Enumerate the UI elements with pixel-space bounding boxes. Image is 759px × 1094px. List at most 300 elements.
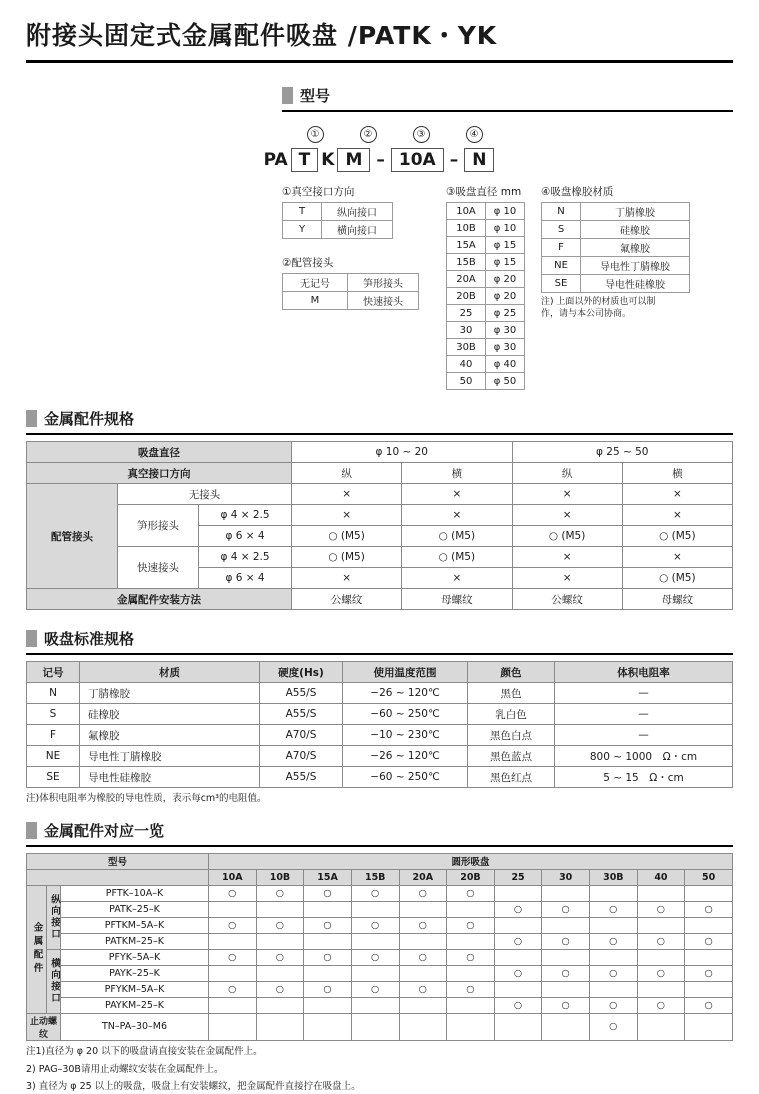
mark: ○	[637, 901, 685, 917]
legend-desc: 纵向接口	[322, 203, 393, 221]
size-header: 20B	[447, 869, 495, 885]
model-heading-divider	[282, 110, 733, 112]
cell-code: S	[27, 704, 80, 725]
legend-code: M	[283, 292, 348, 310]
cell-material: 丁腈橡胶	[80, 683, 260, 704]
row-label: 真空接口方向	[27, 463, 292, 484]
mark	[590, 949, 638, 965]
mark	[542, 981, 590, 997]
column-header: 使用温度范围	[343, 662, 468, 683]
metal-spec-section	[0, 408, 759, 610]
table-row	[447, 220, 525, 237]
row-label: φ 6 × 4	[199, 526, 292, 547]
model-code-box-1: T	[291, 148, 319, 172]
circle-marker-1: ①	[307, 126, 324, 143]
legend-title-1: ①真空接口方向	[282, 186, 355, 198]
cell-hardness: A55/S	[260, 767, 343, 788]
mark: ○	[256, 981, 304, 997]
mark: ○	[447, 981, 495, 997]
mark: ○	[304, 981, 352, 997]
legend-code: 40	[447, 356, 486, 373]
mark: ○	[399, 949, 447, 965]
cell: ×	[402, 505, 512, 526]
sub-label: 快速接头	[118, 547, 199, 589]
legend-note-4: 注) 上面以外的材质也可以制作，请与本公司协商。	[541, 297, 656, 319]
legend-desc: 硅橡胶	[581, 221, 690, 239]
size-header: 15A	[304, 869, 352, 885]
legend-code: 20A	[447, 271, 486, 288]
model-heading-text: 型号	[300, 87, 331, 105]
mark: ○	[399, 981, 447, 997]
direction-label-horizontal: 横向接口	[47, 949, 61, 1013]
model-code-box-3: 10A	[391, 148, 444, 172]
legend-desc: 氟橡胶	[581, 239, 690, 257]
mark: ○	[542, 933, 590, 949]
mark: ○	[209, 949, 257, 965]
legend-desc: φ 20	[486, 271, 525, 288]
model-code-row	[0, 148, 759, 172]
legend-code: 15A	[447, 237, 486, 254]
legend-title-4: ④吸盘橡胶材质	[541, 186, 614, 198]
column-header: 硬度(Hs)	[260, 662, 343, 683]
size-header: 40	[637, 869, 685, 885]
table-row	[27, 949, 733, 965]
mark	[447, 933, 495, 949]
table-row	[27, 1013, 733, 1040]
cell-resist: —	[555, 683, 733, 704]
table-row	[283, 274, 419, 292]
cell-hardness: A70/S	[260, 725, 343, 746]
mark	[590, 917, 638, 933]
legend-code: N	[542, 203, 581, 221]
model-name: PFYK–5A–K	[61, 949, 209, 965]
row-label: 吸盘直径	[27, 442, 292, 463]
legend-desc: φ 30	[486, 339, 525, 356]
mark	[304, 965, 352, 981]
metal-spec-table	[26, 441, 733, 610]
table-row	[27, 725, 733, 746]
mark: ○	[351, 981, 399, 997]
mark	[209, 901, 257, 917]
cell-material: 氟橡胶	[80, 725, 260, 746]
cell-color: 黑色	[468, 683, 555, 704]
size-header: 10A	[209, 869, 257, 885]
legend-code: NE	[542, 257, 581, 275]
mark: ○	[685, 997, 733, 1013]
page-title: 附接头固定式金属配件吸盘 /PATK・YK	[26, 21, 498, 50]
mark	[685, 1013, 733, 1040]
legend-code: T	[283, 203, 322, 221]
cell: ×	[402, 484, 512, 505]
cell: 母螺纹	[622, 589, 732, 610]
mark: ○	[209, 885, 257, 901]
metal-spec-heading	[26, 408, 759, 429]
cell: ×	[622, 547, 732, 568]
mark: ○	[637, 933, 685, 949]
cell: ×	[512, 568, 622, 589]
row-label: 无接头	[118, 484, 292, 505]
model-circle-row	[0, 126, 759, 143]
mark	[494, 917, 542, 933]
direction-label-vertical: 纵向接口	[47, 885, 61, 949]
table-row	[27, 885, 733, 901]
legend-table-2	[282, 273, 419, 310]
legend-title-2: ②配管接头	[282, 257, 334, 269]
table-row	[283, 203, 393, 221]
table-row	[27, 463, 733, 484]
pad-spec-note: 注)体积电阻率为橡胶的导电性质，表示每cm³的电阻值。	[26, 793, 267, 804]
model-name: TN–PA–30–M6	[61, 1013, 209, 1040]
pad-spec-heading-text: 吸盘标准规格	[44, 630, 135, 648]
table-row	[27, 484, 733, 505]
cell-hardness: A55/S	[260, 683, 343, 704]
model-code-box-4: N	[464, 148, 494, 172]
mark: ○	[637, 965, 685, 981]
table-row	[447, 305, 525, 322]
table-row	[27, 981, 733, 997]
mark: ○	[351, 885, 399, 901]
cell: ○ (M5)	[512, 526, 622, 547]
table-row	[447, 271, 525, 288]
mark	[590, 981, 638, 997]
size-header: 20A	[399, 869, 447, 885]
model-name: PAYKM–25–K	[61, 997, 209, 1013]
cell: ×	[512, 484, 622, 505]
model-name: PFYKM–5A–K	[61, 981, 209, 997]
mark	[685, 885, 733, 901]
mark	[304, 997, 352, 1013]
table-row	[27, 997, 733, 1013]
mark	[256, 901, 304, 917]
mark: ○	[685, 933, 733, 949]
cell: ×	[292, 568, 402, 589]
legend-col-3	[446, 184, 525, 390]
cell: φ 25 ~ 50	[512, 442, 733, 463]
cell: ○ (M5)	[292, 547, 402, 568]
cell: 横	[402, 463, 512, 484]
cell-resist: 5 ~ 15 Ω・cm	[555, 767, 733, 788]
table-row	[27, 933, 733, 949]
mark	[256, 965, 304, 981]
mark	[542, 917, 590, 933]
column-header: 体积电阻率	[555, 662, 733, 683]
mark: ○	[590, 1013, 638, 1040]
model-legend-columns	[282, 184, 759, 390]
mark	[304, 933, 352, 949]
legend-code: SE	[542, 275, 581, 293]
mark: ○	[494, 965, 542, 981]
size-header: 30	[542, 869, 590, 885]
cell: ×	[622, 505, 732, 526]
metal-spec-divider	[26, 433, 733, 435]
mark	[637, 885, 685, 901]
cell: 纵	[292, 463, 402, 484]
model-number-section	[0, 85, 759, 390]
table-row	[447, 322, 525, 339]
model-name: PFTK–10A–K	[61, 885, 209, 901]
cell: ○ (M5)	[622, 568, 732, 589]
cell: ○ (M5)	[622, 526, 732, 547]
circle-marker-4: ④	[466, 126, 483, 143]
cell-temp: −26 ~ 120℃	[343, 746, 468, 767]
table-row	[447, 339, 525, 356]
correspondence-heading	[26, 820, 759, 841]
table-row	[542, 221, 690, 239]
column-header: 颜色	[468, 662, 555, 683]
stop-screw-label: 止动螺纹	[27, 1013, 61, 1040]
table-row	[447, 373, 525, 390]
mark	[637, 949, 685, 965]
table-row	[283, 221, 393, 239]
heading-bar-icon	[26, 410, 37, 427]
mark: ○	[637, 997, 685, 1013]
mark: ○	[256, 949, 304, 965]
table-row	[27, 505, 733, 526]
model-name: PFTKM–5A–K	[61, 917, 209, 933]
mark	[590, 885, 638, 901]
mark	[685, 917, 733, 933]
table-header-row	[27, 662, 733, 683]
mark: ○	[494, 901, 542, 917]
mark: ○	[256, 917, 304, 933]
legend-code: 30	[447, 322, 486, 339]
correspondence-heading-text: 金属配件对应一览	[44, 821, 165, 840]
mark	[399, 965, 447, 981]
legend-code: 无记号	[283, 274, 348, 292]
size-header: 15B	[351, 869, 399, 885]
mark: ○	[447, 949, 495, 965]
mark: ○	[542, 901, 590, 917]
size-header: 50	[685, 869, 733, 885]
mark: ○	[209, 981, 257, 997]
model-name: PAYK–25–K	[61, 965, 209, 981]
cell: 横	[622, 463, 732, 484]
mark	[351, 933, 399, 949]
table-row	[27, 901, 733, 917]
legend-col-left	[282, 184, 430, 310]
mark: ○	[685, 901, 733, 917]
legend-desc: φ 10	[486, 220, 525, 237]
size-header: 10B	[256, 869, 304, 885]
correspondence-note-1: 注1)直径为 φ 20 以下的吸盘请直接安装在金属配件上。	[26, 1045, 263, 1057]
legend-desc: φ 10	[486, 203, 525, 220]
mark	[637, 981, 685, 997]
mark: ○	[304, 917, 352, 933]
mark	[399, 1013, 447, 1040]
cell: 纵	[512, 463, 622, 484]
mark	[399, 997, 447, 1013]
pad-spec-table	[26, 661, 733, 788]
cell-temp: −60 ~ 250℃	[343, 704, 468, 725]
mark	[494, 981, 542, 997]
mark	[351, 965, 399, 981]
table-row	[447, 254, 525, 271]
model-name: PATK–25–K	[61, 901, 209, 917]
correspondence-divider	[26, 845, 733, 847]
mark	[209, 965, 257, 981]
table-row	[542, 203, 690, 221]
mark: ○	[209, 917, 257, 933]
mark	[447, 901, 495, 917]
mark	[209, 933, 257, 949]
cell-hardness: A70/S	[260, 746, 343, 767]
cell: ×	[292, 484, 402, 505]
mark: ○	[494, 933, 542, 949]
table-header-row	[27, 853, 733, 869]
table-row	[447, 203, 525, 220]
cell-color: 乳白色	[468, 704, 555, 725]
cell-temp: −26 ~ 120℃	[343, 683, 468, 704]
legend-desc: 丁腈橡胶	[581, 203, 690, 221]
mark: ○	[399, 917, 447, 933]
cell: ○ (M5)	[292, 526, 402, 547]
table-row	[447, 288, 525, 305]
mark	[209, 997, 257, 1013]
mark	[494, 1013, 542, 1040]
cell-code: N	[27, 683, 80, 704]
title-divider	[26, 60, 733, 63]
legend-desc: 导电性丁腈橡胶	[581, 257, 690, 275]
mark	[351, 901, 399, 917]
mark	[447, 997, 495, 1013]
legend-code: F	[542, 239, 581, 257]
model-code-dash-2: –	[449, 150, 459, 170]
legend-desc: φ 15	[486, 254, 525, 271]
mark	[256, 1013, 304, 1040]
mark: ○	[685, 965, 733, 981]
mark	[685, 949, 733, 965]
mark: ○	[542, 997, 590, 1013]
column-header-model: 型号	[27, 853, 209, 869]
cell-material: 硅橡胶	[80, 704, 260, 725]
mark: ○	[590, 997, 638, 1013]
cell: ○ (M5)	[402, 526, 512, 547]
correspondence-note-2: 2) PAG–30B请用止动螺纹安装在金属配件上。	[26, 1063, 224, 1075]
table-row	[27, 589, 733, 610]
legend-code: 25	[447, 305, 486, 322]
cell: 公螺纹	[292, 589, 402, 610]
mark	[399, 933, 447, 949]
cell: 母螺纹	[402, 589, 512, 610]
correspondence-note-3: 3) 直径为 φ 25 以上的吸盘，吸盘上有安装螺纹，把金属配件直接拧在吸盘上。	[26, 1081, 361, 1093]
group-label: 配管接头	[27, 484, 118, 589]
heading-bar-icon	[26, 630, 37, 647]
mark	[304, 901, 352, 917]
metal-spec-heading-text: 金属配件规格	[44, 410, 135, 428]
sub-label: 笋形接头	[118, 505, 199, 547]
cell: ×	[402, 568, 512, 589]
table-row	[27, 746, 733, 767]
cell: ×	[292, 505, 402, 526]
size-header: 25	[494, 869, 542, 885]
mark	[637, 917, 685, 933]
mark	[351, 997, 399, 1013]
row-label: φ 4 × 2.5	[199, 505, 292, 526]
cell-code: F	[27, 725, 80, 746]
legend-table-1	[282, 202, 393, 239]
cell-color: 黑色红点	[468, 767, 555, 788]
legend-title-3: ③吸盘直径 mm	[446, 186, 522, 198]
mark	[542, 885, 590, 901]
mark	[494, 949, 542, 965]
mark	[542, 949, 590, 965]
mark: ○	[494, 997, 542, 1013]
size-header: 30B	[590, 869, 638, 885]
cell-color: 黑色蓝点	[468, 746, 555, 767]
mark	[256, 933, 304, 949]
legend-desc: φ 25	[486, 305, 525, 322]
mark	[447, 965, 495, 981]
cell-material: 导电性丁腈橡胶	[80, 746, 260, 767]
legend-code: 30B	[447, 339, 486, 356]
column-header-blank	[27, 869, 209, 885]
legend-code: 10B	[447, 220, 486, 237]
model-section-heading	[282, 85, 759, 106]
table-row	[27, 442, 733, 463]
mark	[685, 981, 733, 997]
cell: ○ (M5)	[402, 547, 512, 568]
column-header: 记号	[27, 662, 80, 683]
cell: ×	[622, 484, 732, 505]
mark	[542, 1013, 590, 1040]
legend-col-4	[541, 184, 690, 320]
model-code-dash-1: –	[376, 150, 385, 170]
table-row	[27, 547, 733, 568]
legend-code: S	[542, 221, 581, 239]
model-name: PATKM–25–K	[61, 933, 209, 949]
group-label-metal: 金属配件	[27, 885, 47, 1013]
cell-color: 黑色白点	[468, 725, 555, 746]
mark	[447, 1013, 495, 1040]
column-header-group: 圆形吸盘	[209, 853, 733, 869]
mark: ○	[351, 949, 399, 965]
mark: ○	[542, 965, 590, 981]
legend-code: 50	[447, 373, 486, 390]
table-row	[283, 292, 419, 310]
legend-code: Y	[283, 221, 322, 239]
mark: ○	[447, 885, 495, 901]
mark	[256, 997, 304, 1013]
mark: ○	[590, 933, 638, 949]
mark: ○	[304, 885, 352, 901]
legend-code: 15B	[447, 254, 486, 271]
mark	[209, 1013, 257, 1040]
mark: ○	[256, 885, 304, 901]
model-code-box-2: M	[337, 148, 370, 172]
table-row	[447, 237, 525, 254]
legend-desc: 横向接口	[322, 221, 393, 239]
mark: ○	[590, 965, 638, 981]
row-label: φ 6 × 4	[199, 568, 292, 589]
table-row	[27, 965, 733, 981]
mark	[351, 1013, 399, 1040]
cell-code: SE	[27, 767, 80, 788]
legend-desc: φ 15	[486, 237, 525, 254]
table-row	[27, 767, 733, 788]
pad-spec-section	[0, 628, 759, 806]
legend-code: 10A	[447, 203, 486, 220]
cell-hardness: A55/S	[260, 704, 343, 725]
legend-desc: 快速接头	[348, 292, 419, 310]
circle-marker-2: ②	[360, 126, 377, 143]
row-label: 金属配件安装方法	[27, 589, 292, 610]
column-header: 材质	[80, 662, 260, 683]
legend-desc: 导电性硅橡胶	[581, 275, 690, 293]
legend-desc: φ 50	[486, 373, 525, 390]
cell-temp: −60 ~ 250℃	[343, 767, 468, 788]
cell: ×	[512, 505, 622, 526]
mark: ○	[447, 917, 495, 933]
